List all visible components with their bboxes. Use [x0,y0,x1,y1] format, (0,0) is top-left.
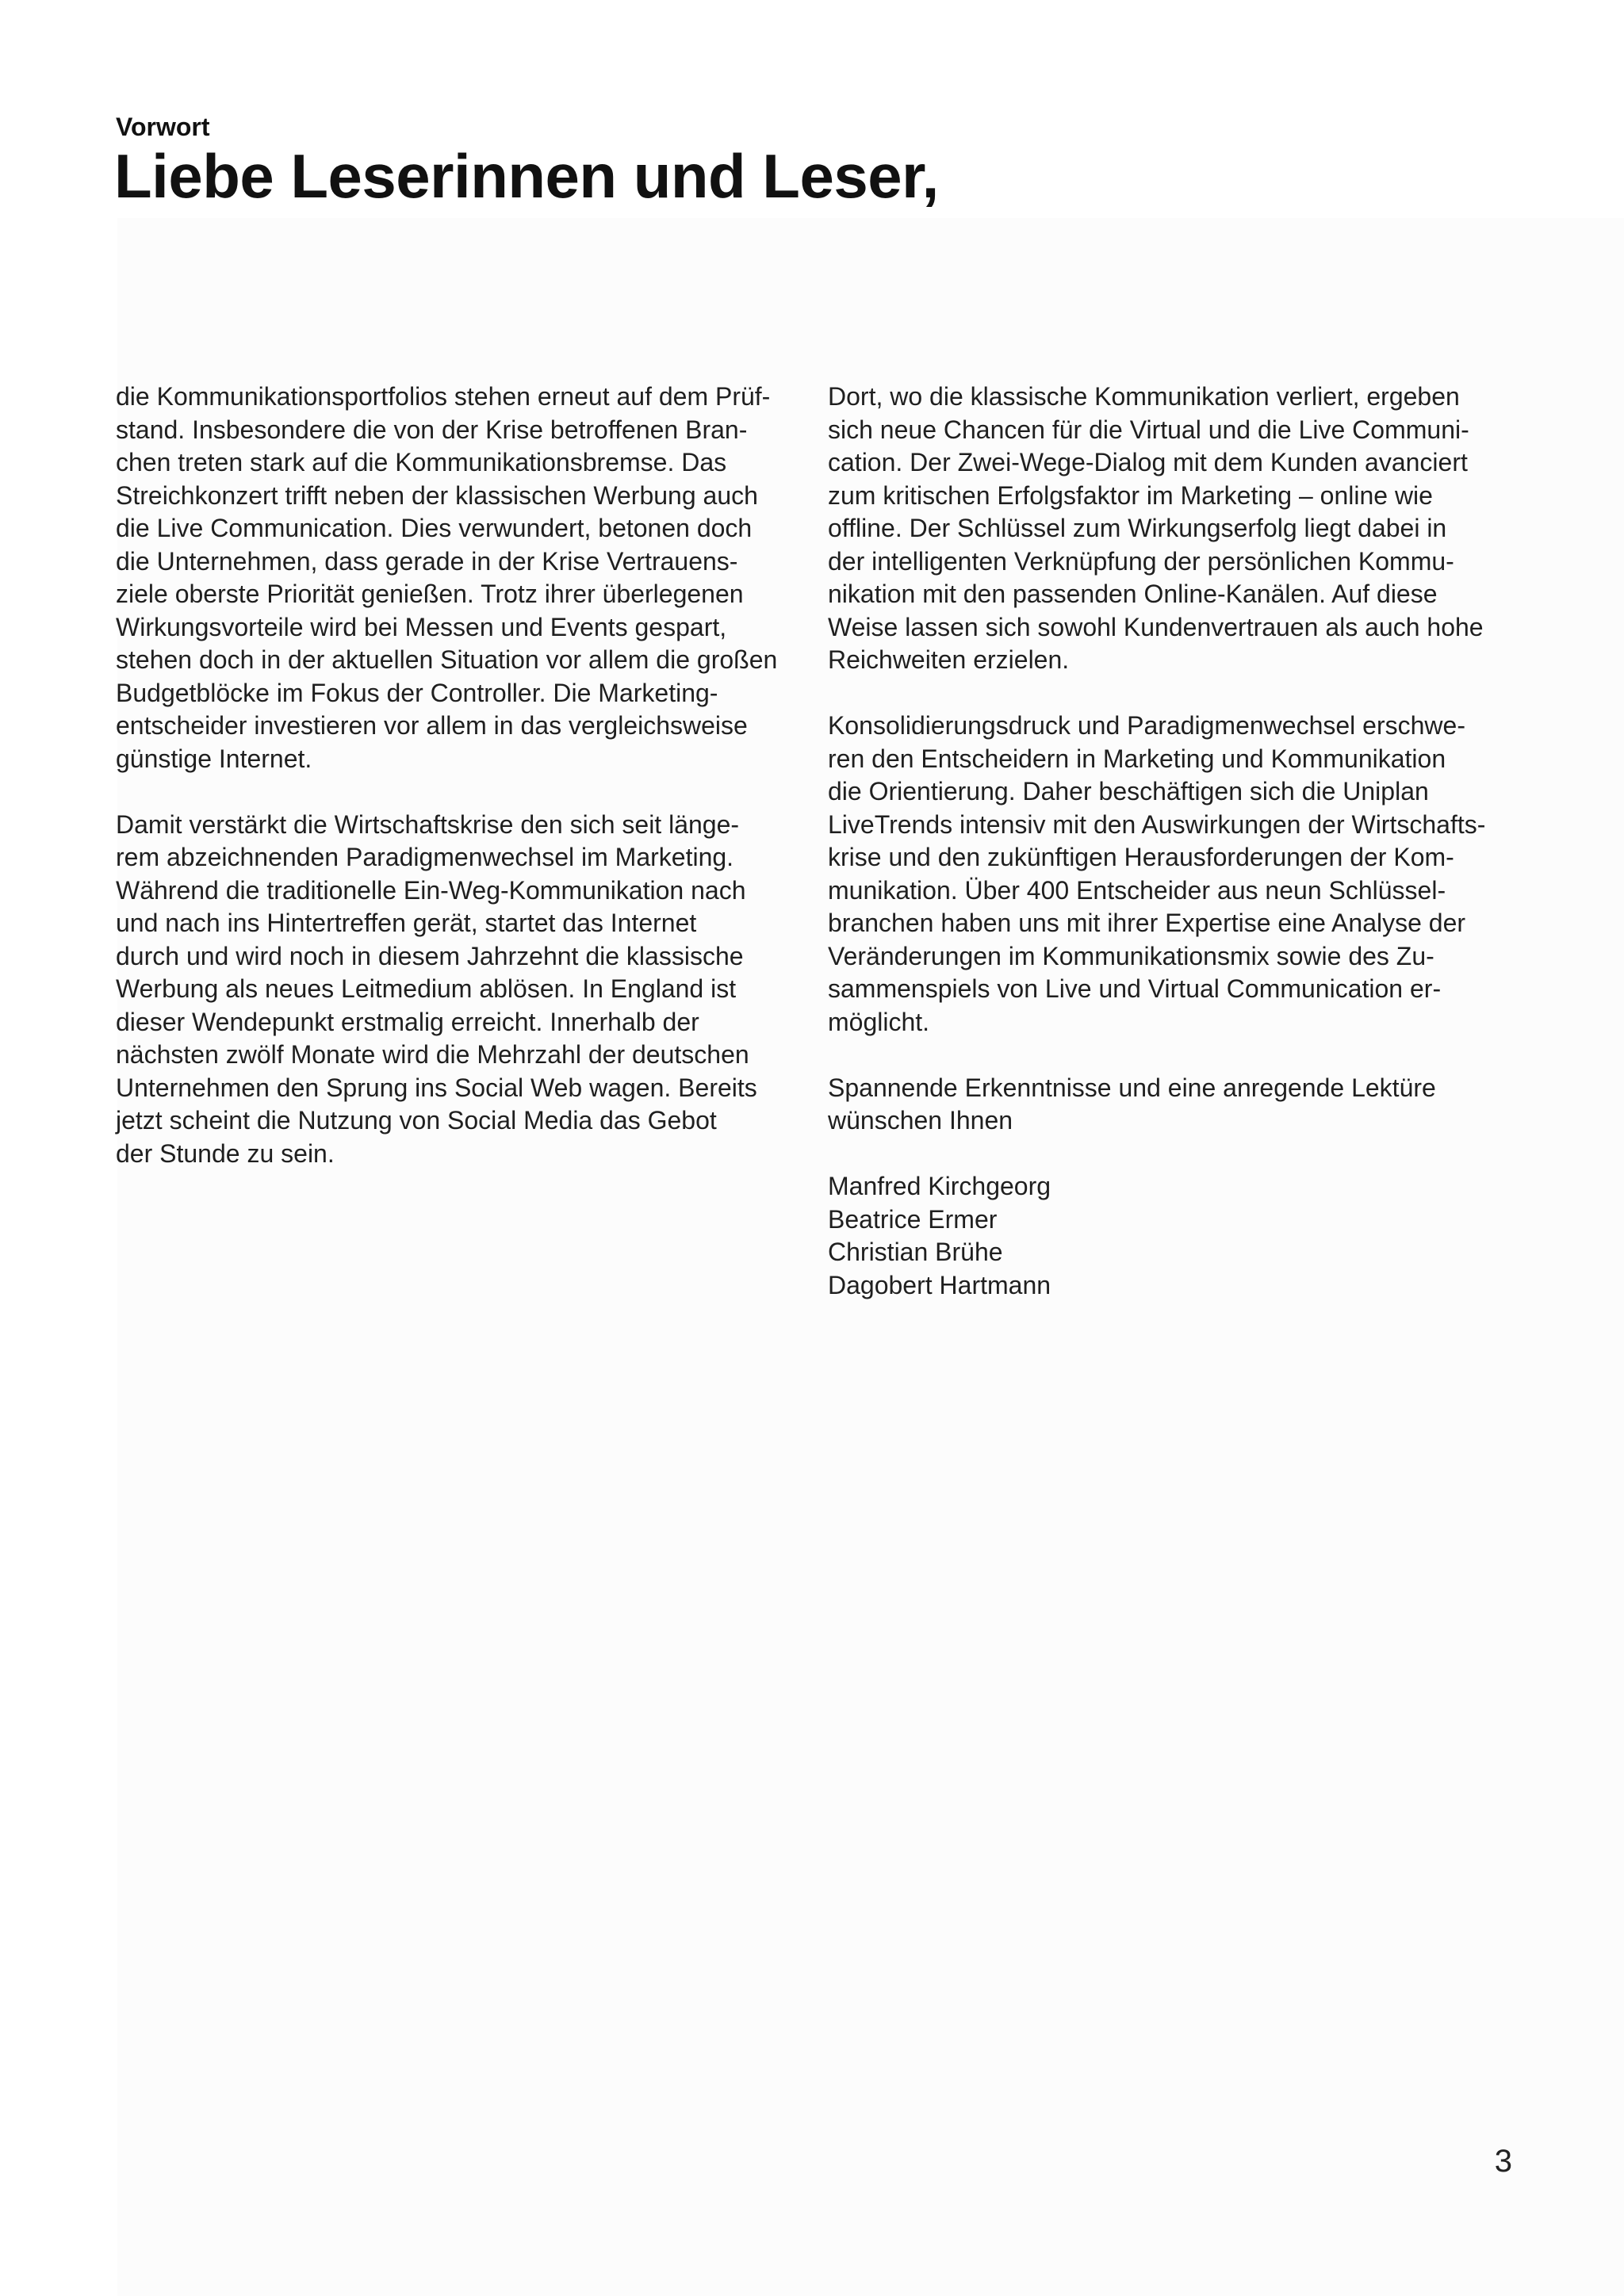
body-paragraph-4: Konsolidierungsdruck und Paradigmenwechsel erschwe- ren den Entscheidern in Marketing und Kommunikation die Orientierung. Daher beschäftigen sich die Uniplan LiveTrends intensiv mit den Auswirkungen der Wirtschafts- krise und den zukünftigen Herausforderungen der Kom- munikation. Über 400 Entscheider aus neun Schlüssel- branchen haben uns mit ihrer Expertise eine Analyse der Veränderungen im Kommunikationsmix sowie des Zu- sammenspiels von Live und Virtual Communication er- möglicht. [828,711,1486,1036]
section-kicker: Vorwort [116,113,210,141]
page-title: Liebe Leserinnen und Leser, [114,141,939,211]
intro-paragraph-2: Damit verstärkt die Wirtschaftskrise den sich seit länge- rem abzeichnenden Paradigmenwechsel im Marketing. Während die traditionelle Ein-Weg-Kommunikation nach und nach ins Hintertreffen gerät, startet das Internet durch und wird noch in diesem Jahrzehnt die klassische Werbung als neues Leitmedium ablösen. In England ist dieser Wendepunkt erstmalig erreicht. Innerhalb der nächsten zwölf Monate wird die Mehrzahl der deutschen Unternehmen den Sprung ins Social Web wagen. Bereits jetzt scheint die Nutzung von Social Media das Gebot der Stunde zu sein. [116,809,757,1168]
signatory-name: Manfred Kirchgeorg [828,1172,1051,1200]
signatory-name: Dagobert Hartmann [828,1270,1051,1299]
body-paragraph-3: Dort, wo die klassische Kommunikation verliert, ergeben sich neue Chancen für die Virtual und die Live Communi- cation. Der Zwei-Wege-Dialog mit dem Kunden avanciert zum kritischen Erfolgsfaktor im Marketing – online wie offline. Der Schlüssel zum Wirkungserfolg liegt dabei in der intelligenten Verknüpfung der persönlichen Kommu- nikation mit den passenden Online-Kanälen. Auf diese Weise lassen sich sowohl Kundenvertrauen als auch hohe Reichweiten erzielen. [828,382,1484,674]
intro-paragraph-1: die Kommunikationsportfolios stehen erneut auf dem Prüf- stand. Insbesondere die von der Krise betroffenen Bran- chen treten stark auf die Kommunikationsbremse. Das Streichkonzert trifft neben der klassischen Werbung auch die Live Communication. Dies verwundert, betonen doch die Unternehmen, dass gerade in der Krise Vertrauens- ziele oberste Priorität genießen. Trotz ihrer überlegenen Wirkungsvorteile wird bei Messen und Events gespart, stehen doch in der aktuellen Situation vor allem die großen Budgetblöcke im Fokus der Controller. Die Marketing- entscheider investieren vor allem in das vergleichsweise günstige Internet. [116,382,778,773]
signatory-list [828,1170,1511,1302]
page-number: 3 [1494,2144,1512,2179]
signatory-name: Beatrice Ermer [828,1204,998,1234]
right-text-column [828,381,1511,1302]
signatory-name: Christian Brühe [828,1238,1003,1266]
left-text-column [116,381,799,1203]
closing-paragraph: Spannende Erkenntnisse und eine anregende Lektüre wünschen Ihnen [828,1073,1436,1135]
